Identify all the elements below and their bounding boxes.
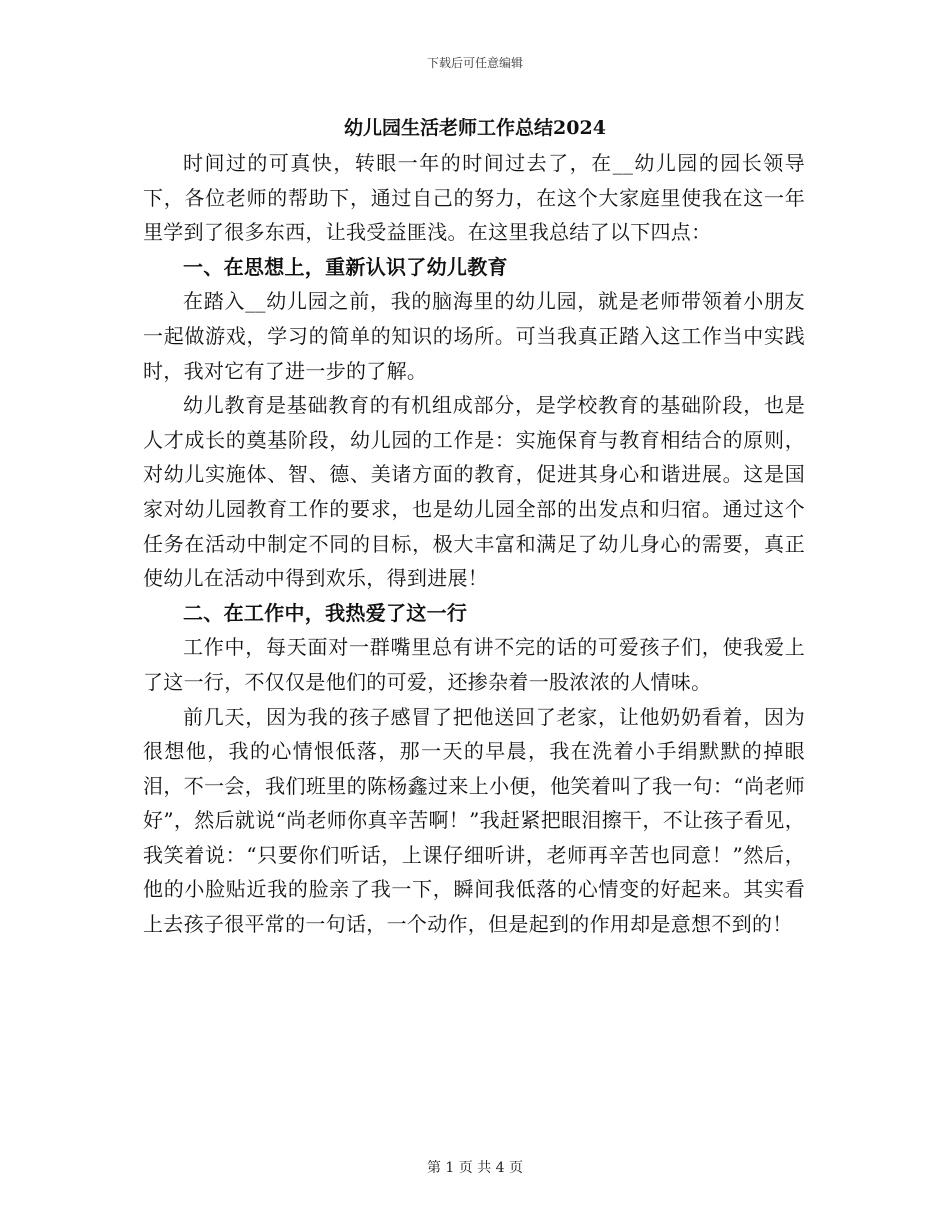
page-number-footer: 第 1 页 共 4 页 [426, 1160, 524, 1176]
paragraph: 幼儿教育是基础教育的有机组成部分，是学校教育的基础阶段，也是人才成长的奠基阶段，幼儿园的工作是：实施保育与教育相结合的原则，对幼儿实施体、智、德、美诸方面的教育，促进其身心和谐进展。这是国家对幼儿园教育工作的要求，也是幼儿园全部的出发点和归宿。通过这个任务在活动中制定不同的目标，极大丰富和满足了幼儿身心的需要，真正使幼儿在活动中得到欢乐，得到进展！ [143, 393, 805, 591]
document-body [143, 146, 805, 942]
section-heading-1: 一、在思想上，重新认识了幼儿教育 [183, 254, 508, 279]
page-title: 幼儿园生活老师工作总结2024 [344, 117, 606, 139]
paragraph: 在踏入__幼儿园之前，我的脑海里的幼儿园，就是老师带领着小朋友一起做游戏，学习的简单的知识的场所。可当我真正踏入这工作当中实践时，我对它有了进一步的了解。 [143, 289, 805, 383]
section-heading-2: 二、在工作中，我热爱了这一行 [183, 600, 468, 625]
header-note: 下载后可任意编辑 [426, 56, 523, 70]
intro-paragraph: 时间过的可真快，转眼一年的时间过去了，在__幼儿园的园长领导下，各位老师的帮助下，通过自己的努力，在这个大家庭里使我在这一年里学到了很多东西，让我受益匪浅。在这里我总结了以下四点： [143, 151, 805, 245]
paragraph: 前几天，因为我的孩子感冒了把他送回了老家，让他奶奶看着，因为很想他，我的心情恨低落，那一天的早晨，我在洗着小手绢默默的掉眼泪，不一会，我们班里的陈杨鑫过来上小便，他笑着叫了我一句：“尚老师好”，然后就说“尚老师你真辛苦啊！”我赶紧把眼泪擦干，不让孩子看见，我笑着说：“只要你们听话，上课仔细听讲，老师再辛苦也同意！”然后，他的小脸贴近我的脸亲了我一下，瞬间我低落的心情变的好起来。其实看上去孩子很平常的一句话，一个动作，但是起到的作用却是意想不到的！ [143, 704, 805, 937]
paragraph: 工作中，每天面对一群嘴里总有讲不完的话的可爱孩子们，使我爱上了这一行，不仅仅是他们的可爱，还掺杂着一股浓浓的人情味。 [143, 635, 805, 694]
